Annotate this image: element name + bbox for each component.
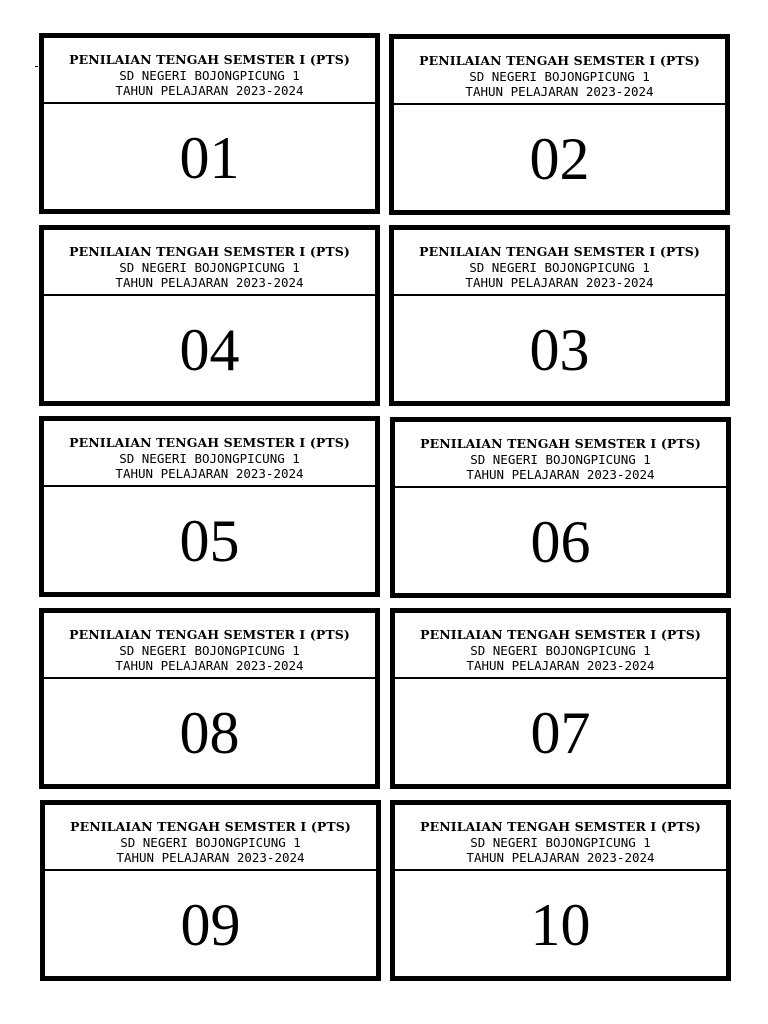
card-number: 06 [530,509,591,575]
card-title: PENILAIAN TENGAH SEMSTER I (PTS) [419,244,700,259]
card-number: 04 [179,317,240,383]
exam-card [39,225,380,406]
card-number: 01 [179,125,240,191]
exam-card [389,225,730,406]
card-year: TAHUN PELAJARAN 2023-2024 [116,850,305,865]
exam-card [390,800,731,981]
card-number: 05 [179,508,240,574]
card-title: PENILAIAN TENGAH SEMSTER I (PTS) [69,627,350,642]
card-school: SD NEGERI BOJONGPICUNG 1 [470,834,651,850]
exam-card [39,416,380,597]
card-school: SD NEGERI BOJONGPICUNG 1 [119,67,300,83]
card-school: SD NEGERI BOJONGPICUNG 1 [120,834,301,850]
card-year: TAHUN PELAJARAN 2023-2024 [115,466,304,481]
exam-card [390,417,731,598]
card-title: PENILAIAN TENGAH SEMSTER I (PTS) [420,819,701,834]
card-school: SD NEGERI BOJONGPICUNG 1 [469,68,650,84]
card-title: PENILAIAN TENGAH SEMSTER I (PTS) [419,53,700,68]
card-number: 07 [530,700,591,766]
exam-card [39,608,380,789]
exam-card [39,33,380,214]
card-header [394,230,725,296]
card-number: 10 [530,892,591,958]
card-header [394,39,725,105]
card-school: SD NEGERI BOJONGPICUNG 1 [119,642,300,658]
card-school: SD NEGERI BOJONGPICUNG 1 [470,451,651,467]
stray-mark [35,66,38,67]
exam-card [389,34,730,215]
card-header [395,613,726,679]
card-school: SD NEGERI BOJONGPICUNG 1 [119,259,300,275]
card-number: 02 [529,126,590,192]
card-title: PENILAIAN TENGAH SEMSTER I (PTS) [70,819,351,834]
card-header [44,230,375,296]
card-header [395,422,726,488]
card-school: SD NEGERI BOJONGPICUNG 1 [469,259,650,275]
card-year: TAHUN PELAJARAN 2023-2024 [115,83,304,98]
card-number: 08 [179,700,240,766]
card-title: PENILAIAN TENGAH SEMSTER I (PTS) [69,435,350,450]
card-header [44,613,375,679]
card-school: SD NEGERI BOJONGPICUNG 1 [119,450,300,466]
card-title: PENILAIAN TENGAH SEMSTER I (PTS) [69,244,350,259]
exam-card [390,608,731,789]
card-header [44,38,375,104]
card-year: TAHUN PELAJARAN 2023-2024 [466,658,655,673]
card-year: TAHUN PELAJARAN 2023-2024 [115,658,304,673]
card-year: TAHUN PELAJARAN 2023-2024 [115,275,304,290]
card-number: 03 [529,317,590,383]
card-title: PENILAIAN TENGAH SEMSTER I (PTS) [69,52,350,67]
card-year: TAHUN PELAJARAN 2023-2024 [466,850,655,865]
card-header [395,805,726,871]
card-year: TAHUN PELAJARAN 2023-2024 [465,84,654,99]
card-number: 09 [180,892,241,958]
card-title: PENILAIAN TENGAH SEMSTER I (PTS) [420,627,701,642]
card-school: SD NEGERI BOJONGPICUNG 1 [470,642,651,658]
exam-card [40,800,381,981]
card-year: TAHUN PELAJARAN 2023-2024 [465,275,654,290]
card-title: PENILAIAN TENGAH SEMSTER I (PTS) [420,436,701,451]
card-year: TAHUN PELAJARAN 2023-2024 [466,467,655,482]
card-header [45,805,376,871]
card-header [44,421,375,487]
